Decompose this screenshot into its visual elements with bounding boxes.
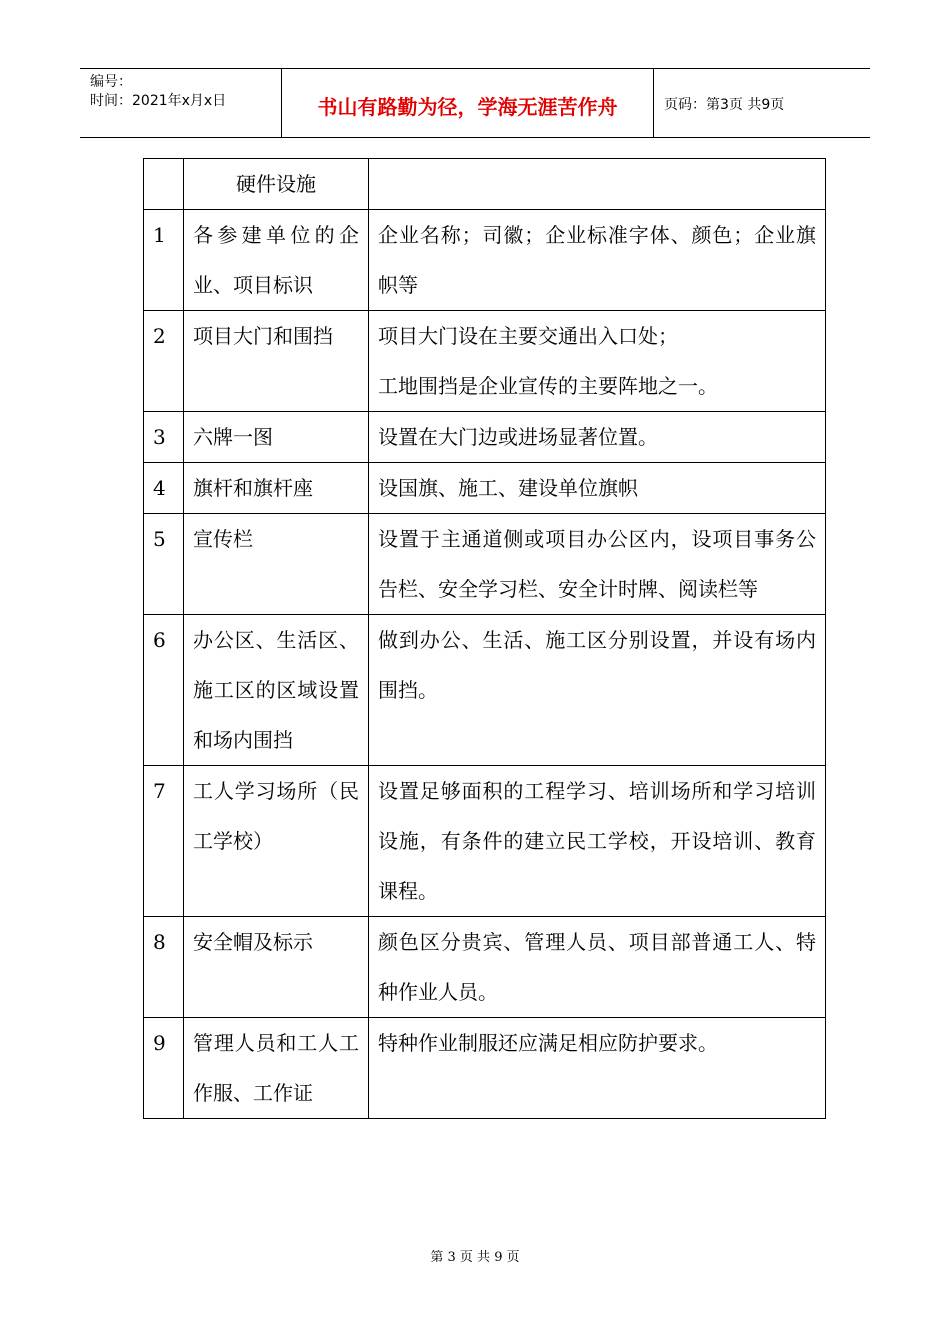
document-number-label: 编号： bbox=[90, 74, 132, 90]
row-description: 特种作业制服还应满足相应防护要求。 bbox=[369, 1018, 826, 1119]
table-header-cell-item: 硬件设施 bbox=[184, 159, 369, 210]
facilities-table bbox=[143, 158, 826, 1119]
header-meta bbox=[80, 69, 282, 137]
row-description: 做到办公、生活、施工区分别设置，并设有场内围挡。 bbox=[369, 615, 826, 766]
header-motto: 书山有路勤为径，学海无涯苦作舟 bbox=[282, 69, 654, 137]
row-number: 4 bbox=[144, 463, 184, 514]
row-number: 6 bbox=[144, 615, 184, 766]
table-header-row bbox=[144, 159, 826, 210]
row-description: 颜色区分贵宾、管理人员、项目部普通工人、特种作业人员。 bbox=[369, 917, 826, 1018]
page-header bbox=[80, 68, 870, 138]
row-description bbox=[369, 311, 826, 412]
table-row bbox=[144, 917, 826, 1018]
row-description-line: 工地围挡是企业宣传的主要阵地之一。 bbox=[378, 374, 718, 398]
table-header-cell-desc bbox=[369, 159, 826, 210]
row-item: 管理人员和工人工作服、工作证 bbox=[184, 1018, 369, 1119]
table-row bbox=[144, 210, 826, 311]
row-description: 设置足够面积的工程学习、培训场所和学习培训设施，有条件的建立民工学校，开设培训、教育课程。 bbox=[369, 766, 826, 917]
row-item: 项目大门和围挡 bbox=[184, 311, 369, 412]
row-description: 设置于主通道侧或项目办公区内，设项目事务公告栏、安全学习栏、安全计时牌、阅读栏等 bbox=[369, 514, 826, 615]
row-number: 8 bbox=[144, 917, 184, 1018]
row-item: 办公区、生活区、施工区的区域设置和场内围挡 bbox=[184, 615, 369, 766]
row-description-line: 项目大门设在主要交通出入口处； bbox=[378, 324, 678, 348]
table-row bbox=[144, 1018, 826, 1119]
row-description: 企业名称；司徽；企业标准字体、颜色；企业旗帜等 bbox=[369, 210, 826, 311]
row-item: 旗杆和旗杆座 bbox=[184, 463, 369, 514]
table-row bbox=[144, 766, 826, 917]
header-page-number: 页码：第3页 共9页 bbox=[664, 97, 785, 113]
row-number: 9 bbox=[144, 1018, 184, 1119]
document-time-label: 时间：2021年x月x日 bbox=[90, 93, 227, 109]
table-row bbox=[144, 615, 826, 766]
table-row bbox=[144, 412, 826, 463]
row-item: 工人学习场所（民工学校） bbox=[184, 766, 369, 917]
row-description: 设国旗、施工、建设单位旗帜 bbox=[369, 463, 826, 514]
table-row bbox=[144, 514, 826, 615]
table-header-cell-num bbox=[144, 159, 184, 210]
table-row bbox=[144, 463, 826, 514]
row-number: 3 bbox=[144, 412, 184, 463]
row-item: 安全帽及标示 bbox=[184, 917, 369, 1018]
row-number: 5 bbox=[144, 514, 184, 615]
page-footer: 第 3 页 共 9 页 bbox=[430, 1250, 520, 1265]
row-number: 1 bbox=[144, 210, 184, 311]
row-item: 六牌一图 bbox=[184, 412, 369, 463]
row-number: 7 bbox=[144, 766, 184, 917]
table-row bbox=[144, 311, 826, 412]
row-item: 各参建单位的企业、项目标识 bbox=[184, 210, 369, 311]
row-number: 2 bbox=[144, 311, 184, 412]
row-description: 设置在大门边或进场显著位置。 bbox=[369, 412, 826, 463]
row-item: 宣传栏 bbox=[184, 514, 369, 615]
